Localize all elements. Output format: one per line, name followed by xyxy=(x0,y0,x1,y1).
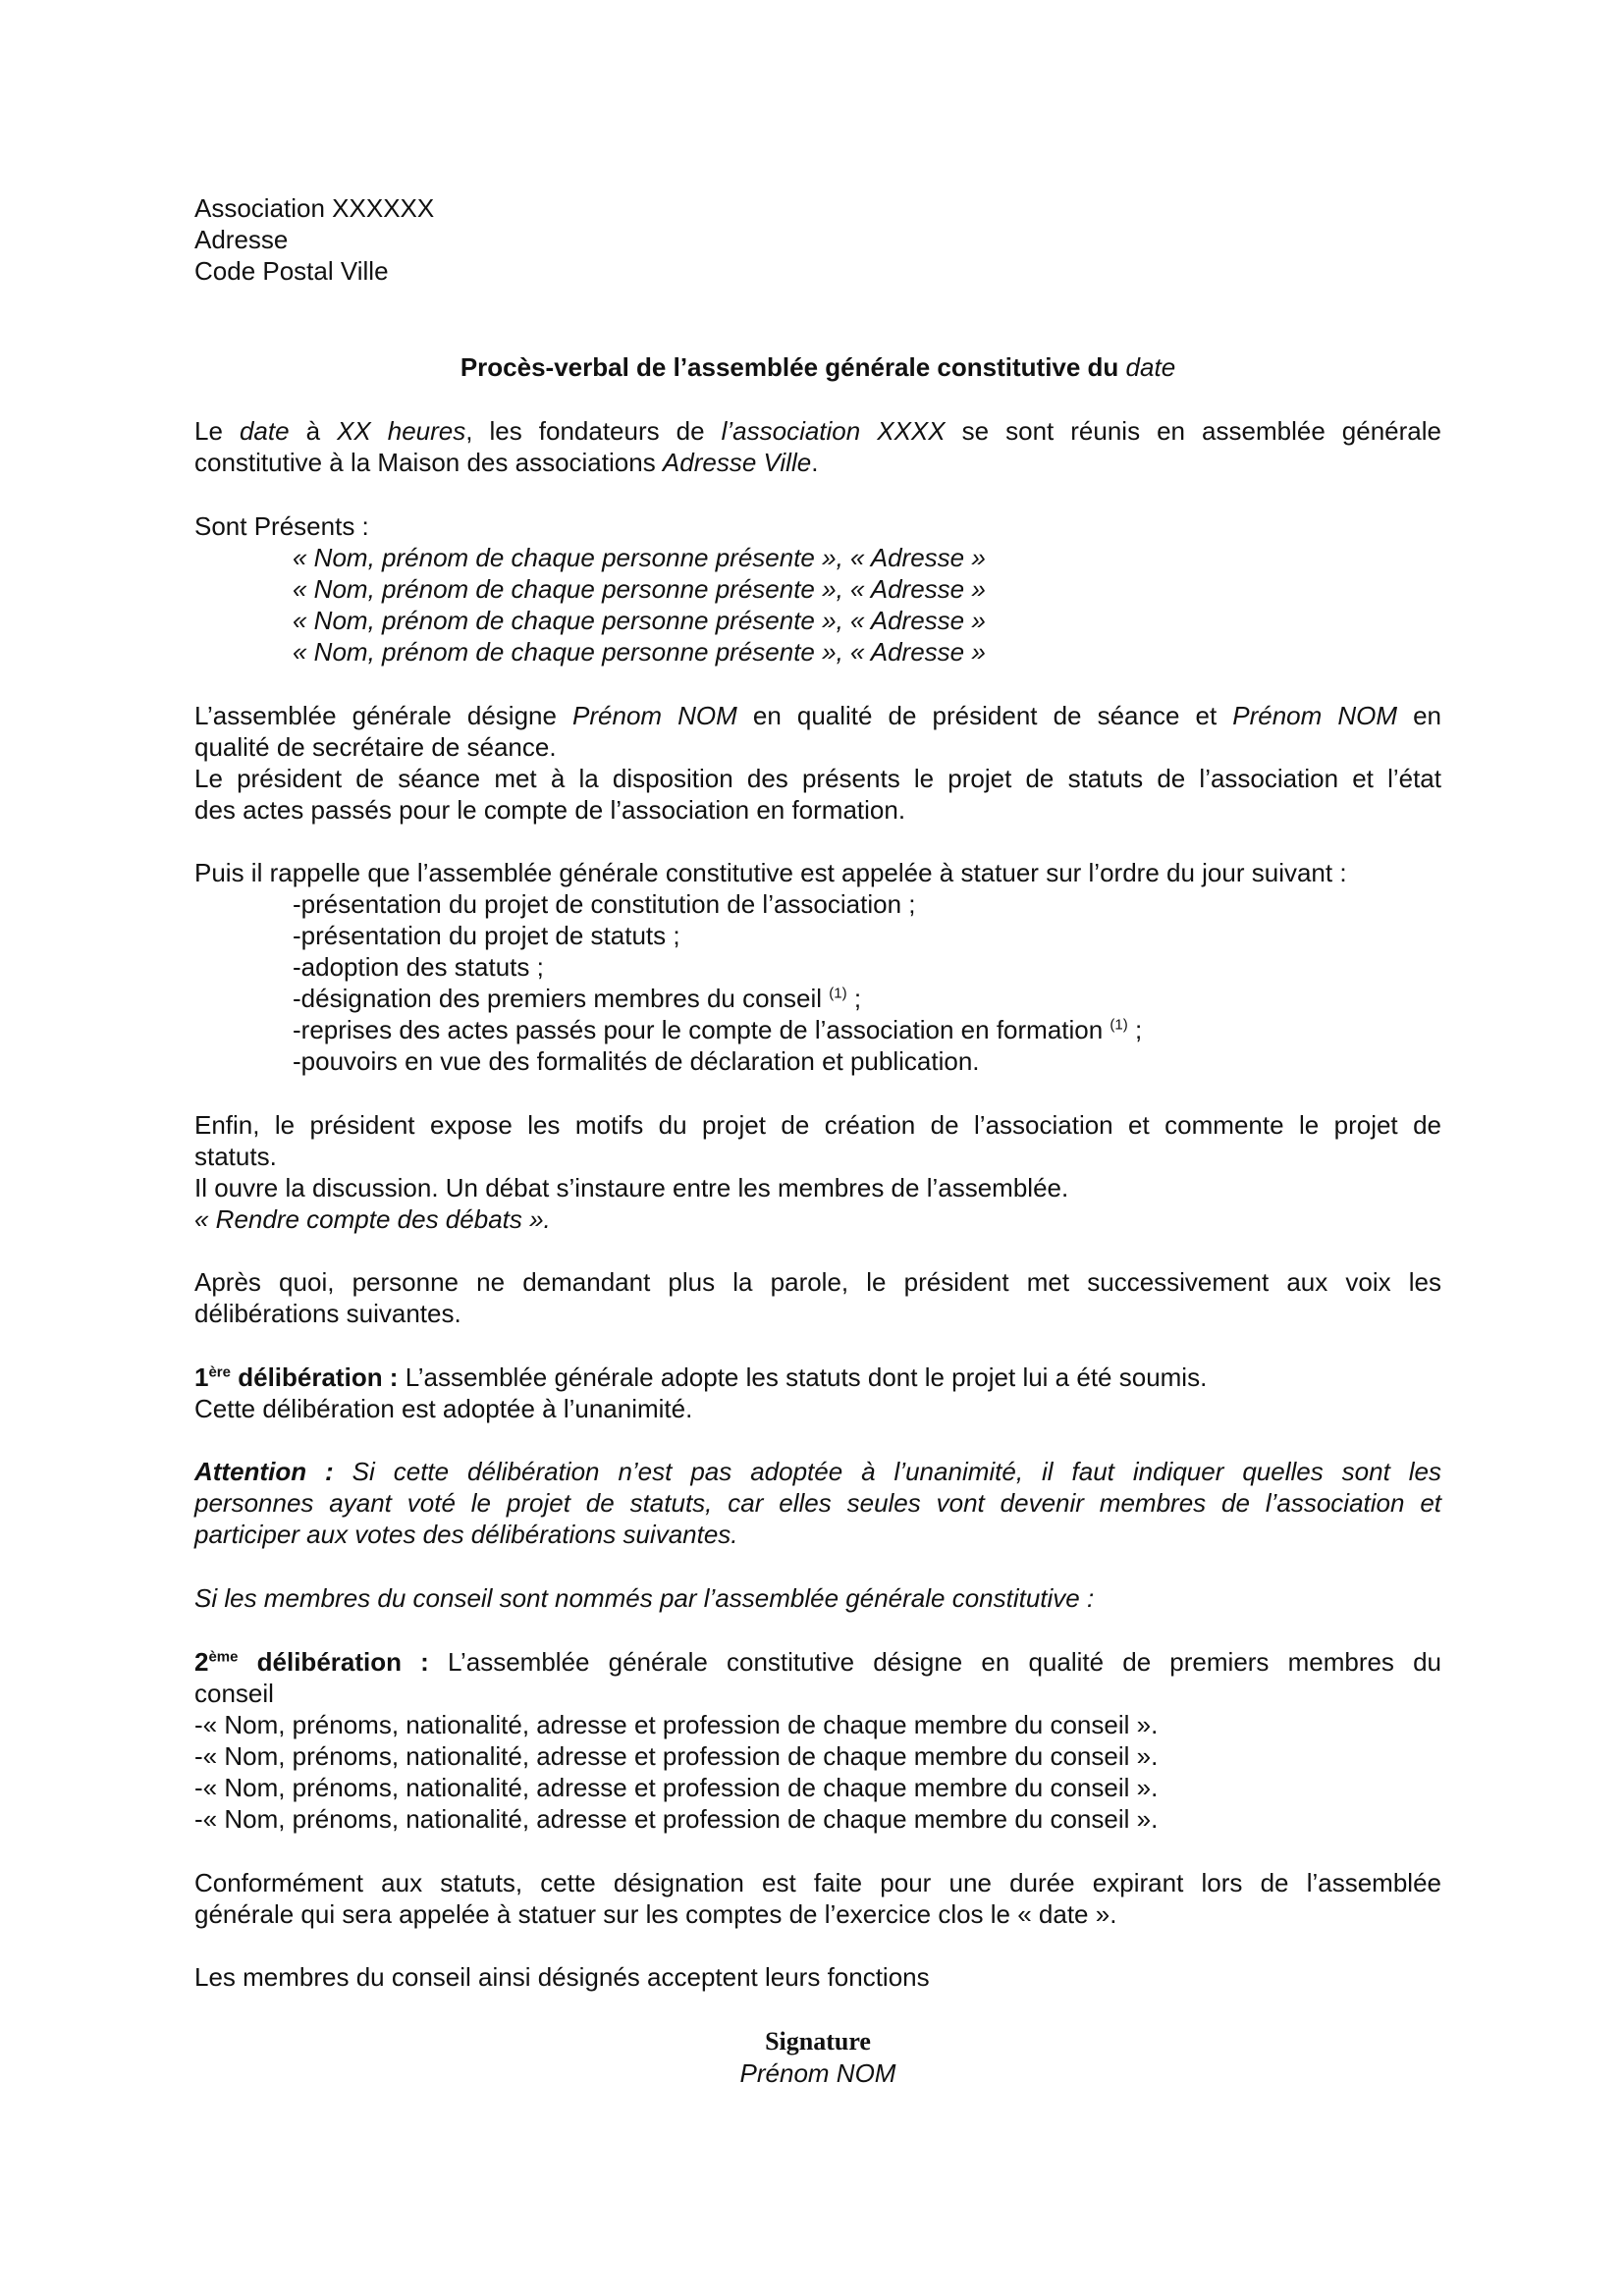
first-deliberation xyxy=(194,1362,1441,1424)
present-person-text: « Nom, prénom de chaque personne présente », « Adresse » xyxy=(293,543,986,572)
agenda-item xyxy=(194,920,1441,951)
agenda-item xyxy=(194,888,1441,920)
agenda-item xyxy=(194,983,1441,1014)
agenda-item-suffix: ; xyxy=(846,984,862,1013)
association-address: Adresse xyxy=(194,225,289,254)
present-person xyxy=(194,573,1441,605)
agenda-item-suffix: ; xyxy=(1127,1015,1143,1044)
intro-address: Adresse Ville xyxy=(662,448,812,477)
council-member: -« Nom, prénoms, nationalité, adresse et profession de chaque membre du conseil ». xyxy=(194,1804,1159,1834)
footnote-ref: (1) xyxy=(1110,1016,1128,1034)
title-line xyxy=(194,351,1441,383)
vote-line-1: Après quoi, personne ne demandant plus la parole, le président met successivement aux voix les xyxy=(194,1267,1441,1297)
attention-line-2 xyxy=(194,1487,1441,1519)
discussion-paragraph xyxy=(194,1109,1441,1235)
title-text: Procès-verbal de l’assemblée générale constitutive du xyxy=(460,352,1126,382)
signatory-name: Prénom NOM xyxy=(739,2058,896,2088)
agenda-item-text: -présentation du projet de statuts ; xyxy=(293,921,680,950)
designation-line-2: qualité de secrétaire de séance. xyxy=(194,732,557,762)
agenda-intro: Puis il rappelle que l’assemblée générale constitutive est appelée à statuer sur l’ordre du jour suivant : xyxy=(194,858,1347,887)
designation-text-c: en xyxy=(1397,701,1442,730)
association-name: Association XXXXXX xyxy=(194,193,435,223)
agenda-item-text: -adoption des statuts ; xyxy=(293,952,544,982)
intro-text-1: Le xyxy=(194,416,240,446)
agenda-item-text: -désignation des premiers membres du conseil xyxy=(293,984,830,1013)
discussion-line-4 xyxy=(194,1203,1441,1235)
attention-text-1: Si cette délibération n’est pas adoptée à l’unanimité, il faut indiquer quelles sont les xyxy=(333,1457,1441,1486)
present-person-text: « Nom, prénom de chaque personne présente », « Adresse » xyxy=(293,574,986,604)
duration-line-1: Conformément aux statuts, cette désignation est faite pour une durée expirant lors de l’assemblée xyxy=(194,1868,1441,1897)
intro-text-3: , les fondateurs de xyxy=(465,416,722,446)
agenda-item-text: -présentation du projet de constitution de l’association ; xyxy=(293,889,916,919)
council-member: -« Nom, prénoms, nationalité, adresse et profession de chaque membre du conseil ». xyxy=(194,1741,1159,1771)
duration-line-2: générale qui sera appelée à statuer sur les comptes de l’exercice clos le « date ». xyxy=(194,1899,1117,1929)
attention-label: Attention : xyxy=(194,1457,334,1486)
present-person-text: « Nom, prénom de chaque personne présente », « Adresse » xyxy=(293,606,986,635)
attention-line-1 xyxy=(194,1456,1441,1487)
first-deliberation-label: délibération : xyxy=(231,1362,399,1392)
presents-section xyxy=(194,510,1441,667)
first-deliberation-ordinal: ère xyxy=(208,1363,231,1381)
signature-title: Signature xyxy=(765,2027,871,2056)
conditional-note xyxy=(194,1582,1441,1614)
present-person xyxy=(194,542,1441,573)
designation-text-b: en qualité de président de séance et xyxy=(736,701,1233,730)
intro-line-1 xyxy=(194,415,1441,447)
document-title xyxy=(194,351,1441,383)
attention-paragraph xyxy=(194,1456,1441,1550)
first-deliberation-number: 1 xyxy=(194,1362,209,1392)
sender-address-block xyxy=(194,192,1441,287)
designation-line-1 xyxy=(194,700,1441,731)
present-person xyxy=(194,605,1441,636)
council-member: -« Nom, prénoms, nationalité, adresse et profession de chaque membre du conseil ». xyxy=(194,1710,1159,1739)
present-person-text: « Nom, prénom de chaque personne présente », « Adresse » xyxy=(293,637,986,667)
attention-line-3 xyxy=(194,1519,1441,1550)
agenda-item-text: -pouvoirs en vue des formalités de déclaration et publication. xyxy=(293,1046,980,1076)
intro-date: date xyxy=(239,416,290,446)
agenda-item xyxy=(194,951,1441,983)
second-deliberation-text: L’assemblée générale constitutive désigne en qualité de premiers membres du xyxy=(428,1647,1441,1677)
intro-text-4: se sont réunis en assemblée générale xyxy=(945,416,1441,446)
conditional-text: Si les membres du conseil sont nommés par l’assemblée générale constitutive : xyxy=(194,1583,1095,1613)
discussion-line-1: Enfin, le président expose les motifs du projet de création de l’association et commente le projet de xyxy=(194,1110,1441,1140)
intro-line-2 xyxy=(194,447,1441,478)
first-deliberation-line-2: Cette délibération est adoptée à l’unanimité. xyxy=(194,1394,693,1423)
duration-paragraph xyxy=(194,1867,1441,1930)
acceptance-line: Les membres du conseil ainsi désignés acceptent leurs fonctions xyxy=(194,1962,930,1992)
designation-line-3: Le président de séance met à la disposition des présents le projet de statuts de l’association et l’état xyxy=(194,764,1441,793)
footnote-ref: (1) xyxy=(829,985,847,1002)
second-deliberation-line-2: conseil xyxy=(194,1679,274,1708)
intro-text-5: constitutive à la Maison des associations xyxy=(194,448,663,477)
intro-text-6: . xyxy=(811,448,819,477)
conditional-line xyxy=(194,1582,1441,1614)
present-person xyxy=(194,636,1441,667)
first-deliberation-line-1 xyxy=(194,1362,1441,1393)
secretary-name: Prénom NOM xyxy=(1232,701,1398,730)
acceptance-paragraph xyxy=(194,1961,1441,1993)
second-deliberation xyxy=(194,1646,1441,1835)
debate-placeholder: « Rendre compte des débats ». xyxy=(194,1204,551,1234)
presents-label: Sont Présents : xyxy=(194,511,369,541)
signature-block xyxy=(194,2026,1441,2089)
agenda-item xyxy=(194,1014,1441,1045)
attention-text-3: participer aux votes des délibérations suivantes. xyxy=(194,1520,738,1549)
agenda-item xyxy=(194,1045,1441,1077)
agenda-section xyxy=(194,857,1441,1077)
designation-text-a: L’assemblée générale désigne xyxy=(194,701,573,730)
association-city: Code Postal Ville xyxy=(194,256,389,286)
discussion-line-2: statuts. xyxy=(194,1142,277,1171)
second-deliberation-number: 2 xyxy=(194,1647,209,1677)
intro-association: l’association XXXX xyxy=(721,416,946,446)
second-deliberation-label: délibération : xyxy=(238,1647,429,1677)
vote-line-2: délibérations suivantes. xyxy=(194,1299,461,1328)
intro-text-2: à xyxy=(289,416,338,446)
designation-line-4: des actes passés pour le compte de l’association en formation. xyxy=(194,795,906,825)
second-deliberation-line-1 xyxy=(194,1646,1441,1678)
vote-paragraph xyxy=(194,1266,1441,1329)
title-date: date xyxy=(1125,352,1176,382)
intro-paragraph xyxy=(194,415,1441,478)
intro-hour: XX heures xyxy=(337,416,466,446)
agenda-item-text: -reprises des actes passés pour le compte de l’association en formation xyxy=(293,1015,1110,1044)
second-deliberation-ordinal: ème xyxy=(208,1648,239,1666)
attention-text-2: personnes ayant voté le projet de statuts, car elles seules vont devenir membres de l’association et xyxy=(194,1488,1441,1518)
first-deliberation-text: L’assemblée générale adopte les statuts dont le projet lui a été soumis. xyxy=(398,1362,1208,1392)
council-member: -« Nom, prénoms, nationalité, adresse et profession de chaque membre du conseil ». xyxy=(194,1773,1159,1802)
designation-paragraph xyxy=(194,700,1441,826)
discussion-line-3: Il ouvre la discussion. Un débat s’instaure entre les membres de l’assemblée. xyxy=(194,1173,1069,1202)
president-name: Prénom NOM xyxy=(572,701,737,730)
